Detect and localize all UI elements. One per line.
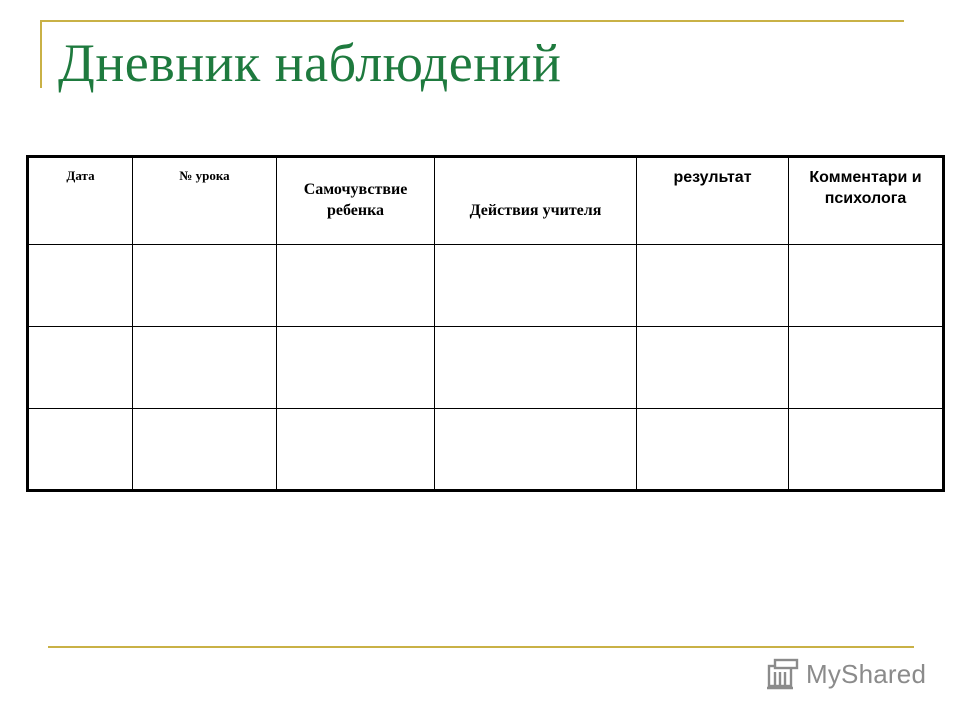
table-row	[28, 409, 944, 491]
table-cell	[435, 245, 637, 327]
myshared-logo	[766, 656, 926, 692]
header-teacher-actions: Действия учителя	[435, 157, 637, 245]
header-child-wellbeing: Самочувствие ребенка	[277, 157, 435, 245]
table-cell	[277, 245, 435, 327]
decorative-bottom-line	[48, 646, 914, 648]
observation-table	[26, 155, 945, 492]
table-cell	[277, 327, 435, 409]
table-row	[28, 245, 944, 327]
table-cell	[435, 409, 637, 491]
header-result: результат	[637, 157, 789, 245]
table-cell	[637, 245, 789, 327]
table-cell	[133, 409, 277, 491]
table-cell	[435, 327, 637, 409]
table-cell	[133, 245, 277, 327]
table-cell	[789, 409, 944, 491]
logo-text: MyShared	[806, 658, 927, 689]
table-cell	[637, 409, 789, 491]
header-lesson-number: № урока	[133, 157, 277, 245]
decorative-left-line	[40, 20, 42, 88]
table-cell	[28, 245, 133, 327]
table-header-row	[28, 157, 944, 245]
table-cell	[133, 327, 277, 409]
table-cell	[28, 409, 133, 491]
header-date: Дата	[28, 157, 133, 245]
table-cell	[789, 245, 944, 327]
table-cell	[637, 327, 789, 409]
table-cell	[789, 327, 944, 409]
page-title: Дневник наблюдений	[58, 33, 562, 93]
table-cell	[277, 409, 435, 491]
header-psychologist-comments: Комментари и психолога	[789, 157, 944, 245]
decorative-top-line	[40, 20, 904, 22]
table-row	[28, 327, 944, 409]
table-cell	[28, 327, 133, 409]
school-building-icon	[766, 657, 800, 691]
